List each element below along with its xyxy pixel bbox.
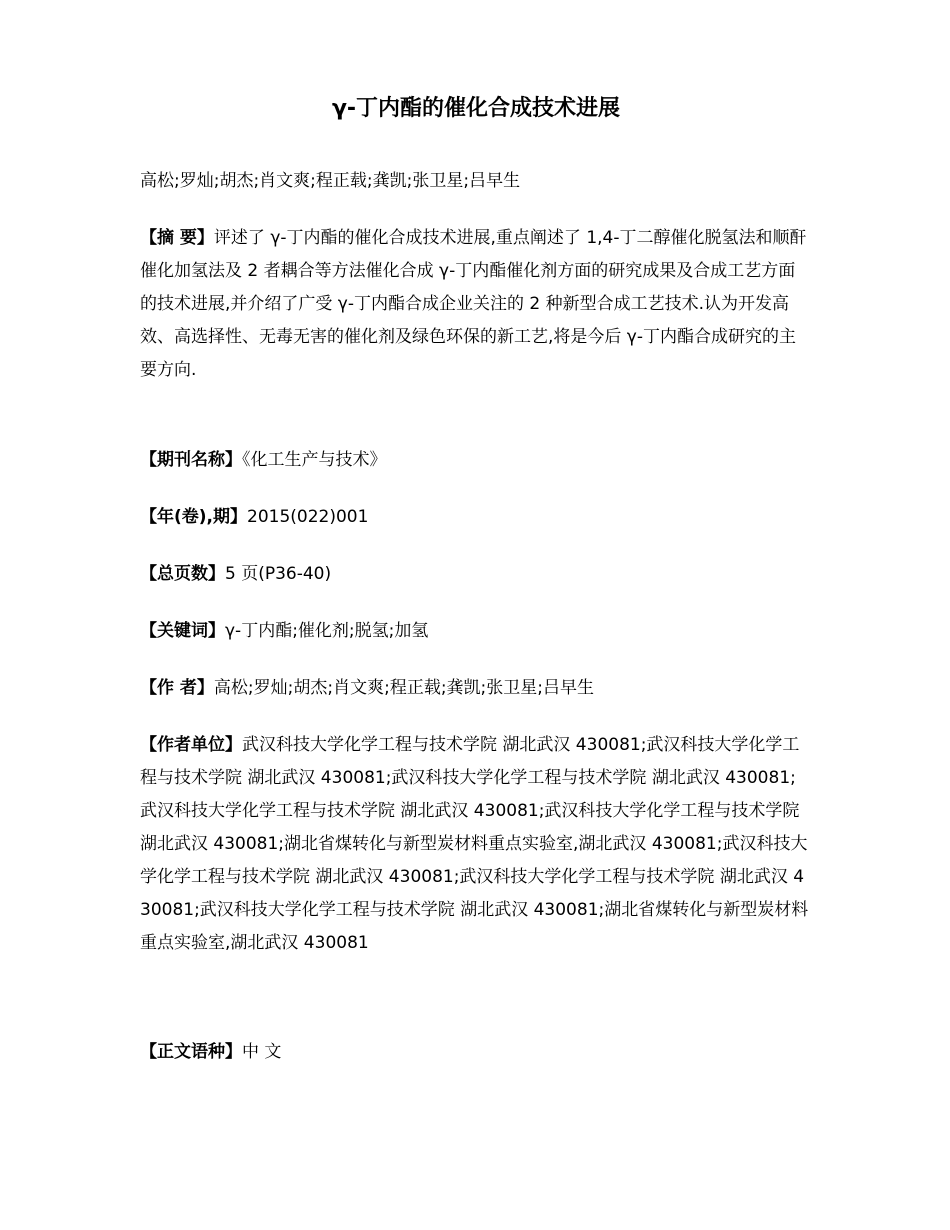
affiliations-value: 武汉科技大学化学工程与技术学院 湖北武汉 430081;武汉科技大学化学工程与技术学院 湖北武汉 430081;武汉科技大学化学工程与技术学院 湖北武汉 430081;武汉科技大学化学工程与技术学院 湖北武汉 430081;武汉科技大学化学工程与技术学院 湖北武汉 430081;湖北省煤转化与新型炭材料重点实验室,湖北武汉 430081;武汉科技大学化学工程与技术学院 湖北武汉 430081;武汉科技大学化学工程与技术学院 湖北武汉 430081;武汉科技大学化学工程与技术学院 湖北武汉 430081;湖北省煤转化与新型炭材料重点实验室,湖北武汉 430081 xyxy=(140,735,809,953)
total-pages-field xyxy=(140,558,812,591)
authors-line: 高松;罗灿;胡杰;肖文爽;程正载;龚凯;张卫星;吕早生 xyxy=(140,171,521,191)
total-pages-value: 5 页(P36-40) xyxy=(225,564,332,584)
language-value: 中 文 xyxy=(242,1042,282,1062)
authors-value: 高松;罗灿;胡杰;肖文爽;程正载;龚凯;张卫星;吕早生 xyxy=(213,678,595,698)
language-field xyxy=(140,1036,812,1069)
language-label: 【正文语种】 xyxy=(140,1042,242,1062)
journal-value: 《化工生产与技术》 xyxy=(242,450,387,470)
year-volume-issue-field xyxy=(140,501,812,534)
journal-label: 【期刊名称】 xyxy=(140,450,242,470)
document-title: γ-丁内酯的催化合成技术进展 xyxy=(331,96,621,121)
abstract-label: 【摘 要】 xyxy=(140,228,214,248)
keywords-value: γ-丁内酯;催化剂;脱氢;加氢 xyxy=(225,621,429,641)
total-pages-label: 【总页数】 xyxy=(140,564,225,584)
year-volume-issue-value: 2015(022)001 xyxy=(247,507,369,527)
abstract-field xyxy=(140,222,812,387)
authors-field xyxy=(140,672,812,705)
affiliations-field xyxy=(140,729,812,960)
keywords-label: 【关键词】 xyxy=(140,621,225,641)
keywords-field xyxy=(140,615,812,648)
affiliations-label: 【作者单位】 xyxy=(140,735,242,755)
year-volume-issue-label: 【年(卷),期】 xyxy=(140,507,247,527)
abstract-text: 评述了 γ-丁内酯的催化合成技术进展,重点阐述了 1,4-丁二醇催化脱氢法和顺酐催化加氢法及 2 者耦合等方法催化合成 γ-丁内酯催化剂方面的研究成果及合成工艺方面的技术进展,并介绍了广受 γ-丁内酯合成企业关注的 2 种新型合成工艺技术.认为开发高效、高选择性、无毒无害的催化剂及绿色环保的新工艺,将是今后 γ-丁内酯合成研究的主要方向. xyxy=(140,228,807,380)
journal-field xyxy=(140,444,812,477)
authors-label: 【作 者】 xyxy=(140,678,214,698)
